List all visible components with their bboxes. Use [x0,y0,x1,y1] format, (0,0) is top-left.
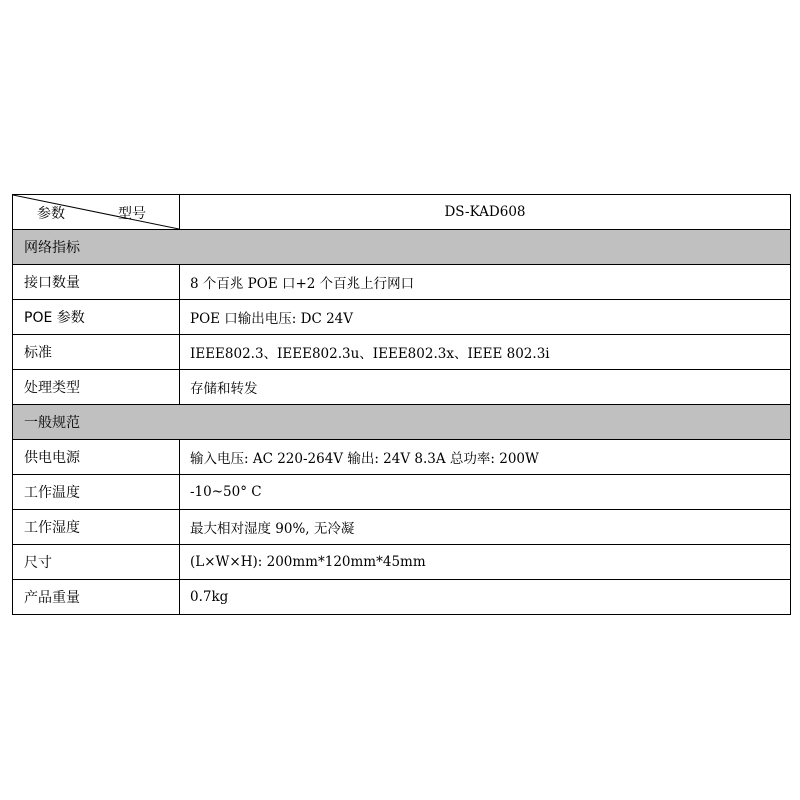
row-value: 0.7kg [180,580,791,615]
param-model-header-cell [13,195,180,230]
section-row-network [13,230,791,265]
row-label: 工作湿度 [13,510,180,545]
section-title: 一般规范 [13,405,791,440]
table-row [13,475,791,510]
row-value: 输入电压: AC 220-264V 输出: 24V 8.3A 总功率: 200W [180,440,791,475]
row-label: 工作温度 [13,475,180,510]
row-label: 处理类型 [13,370,180,405]
section-row-general [13,405,791,440]
table-row [13,300,791,335]
table-row [13,580,791,615]
row-value: 8 个百兆 POE 口+2 个百兆上行网口 [180,265,791,300]
row-label: 接口数量 [13,265,180,300]
row-value: -10~50° C [180,475,791,510]
row-label: 尺寸 [13,545,180,580]
table-row [13,335,791,370]
row-value: 最大相对湿度 90%, 无冷凝 [180,510,791,545]
param-label: 参数 [37,206,65,222]
table-row [13,510,791,545]
spec-table [12,194,791,615]
row-label: 供电电源 [13,440,180,475]
model-value: DS-KAD608 [180,195,791,230]
row-label: POE 参数 [13,300,180,335]
table-header-row [13,195,791,230]
model-label: 型号 [118,206,146,222]
table-row [13,265,791,300]
table-row [13,545,791,580]
table-row [13,440,791,475]
row-value: POE 口输出电压: DC 24V [180,300,791,335]
row-value: 存储和转发 [180,370,791,405]
table-row [13,370,791,405]
section-title: 网络指标 [13,230,791,265]
row-label: 标准 [13,335,180,370]
row-label: 产品重量 [13,580,180,615]
row-value: (L×W×H): 200mm*120mm*45mm [180,545,791,580]
row-value: IEEE802.3、IEEE802.3u、IEEE802.3x、IEEE 802.3i [180,335,791,370]
